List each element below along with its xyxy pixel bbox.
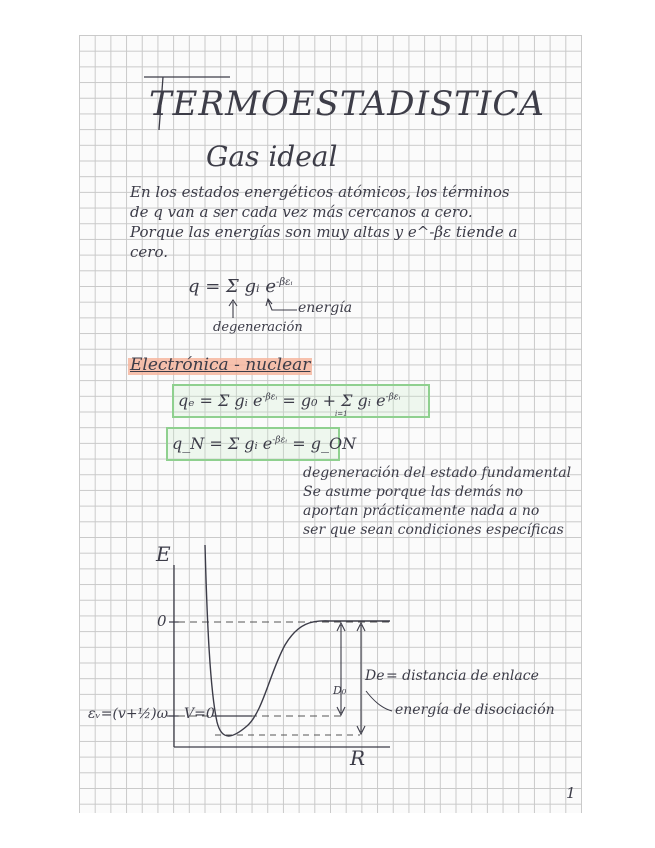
eq-e-lhs: qₑ = Σ gᵢ e [178, 391, 263, 410]
v0-label: V=0 [184, 706, 215, 722]
formula-exponent: -βεᵢ [276, 277, 293, 288]
eq-n-rhs: = g_ON [292, 434, 357, 453]
note-line: Se asume porque las demás no [303, 484, 524, 500]
degeneracy-label: degeneración [213, 320, 303, 335]
De-description: = distancia de enlace [386, 668, 539, 684]
sum-index: i=1 [335, 410, 348, 418]
eq-n-exp: -βεᵢ [272, 435, 288, 446]
eq-n-lhs: q_N = Σ gᵢ e [172, 434, 273, 453]
D0-description: energía de disociación [395, 702, 555, 718]
formula-lhs: q = Σ gᵢ e [188, 276, 277, 297]
page-number: 1 [566, 784, 576, 802]
intro-line: En los estados energéticos atómicos, los términos [130, 183, 510, 201]
eq-e-mid: = g₀ + Σ gᵢ e [282, 391, 386, 410]
intro-line: de q van a ser cada vez más cercanos a cero. [130, 203, 473, 221]
y-axis-label: E [156, 542, 171, 566]
intro-line: cero. [130, 243, 168, 261]
page-title: TERMOESTADISTICA [149, 84, 545, 124]
intro-line: Porque las energías son muy altas y e^-βε tiende a [130, 223, 518, 241]
energy-label: energía [298, 300, 353, 316]
morse-curve [205, 545, 390, 736]
De-label: De [365, 668, 385, 684]
eq-e-exp2: -βεᵢ [385, 392, 401, 403]
note-line: aportan prácticamente nada a no [303, 503, 540, 519]
zero-label: 0 [157, 612, 167, 630]
x-axis-label: R [350, 746, 366, 770]
note-line: ser que sean condiciones específicas [303, 522, 564, 538]
section-heading: Electrónica - nuclear [130, 355, 311, 375]
subtitle: Gas ideal [206, 140, 338, 173]
eq-e-exp1: -βεᵢ [262, 392, 278, 403]
note-line: degeneración del estado fundamental [303, 465, 572, 481]
vibrational-energy-label: εᵥ=(v+½)ω [88, 706, 169, 722]
D0-label: D₀ [333, 684, 347, 697]
